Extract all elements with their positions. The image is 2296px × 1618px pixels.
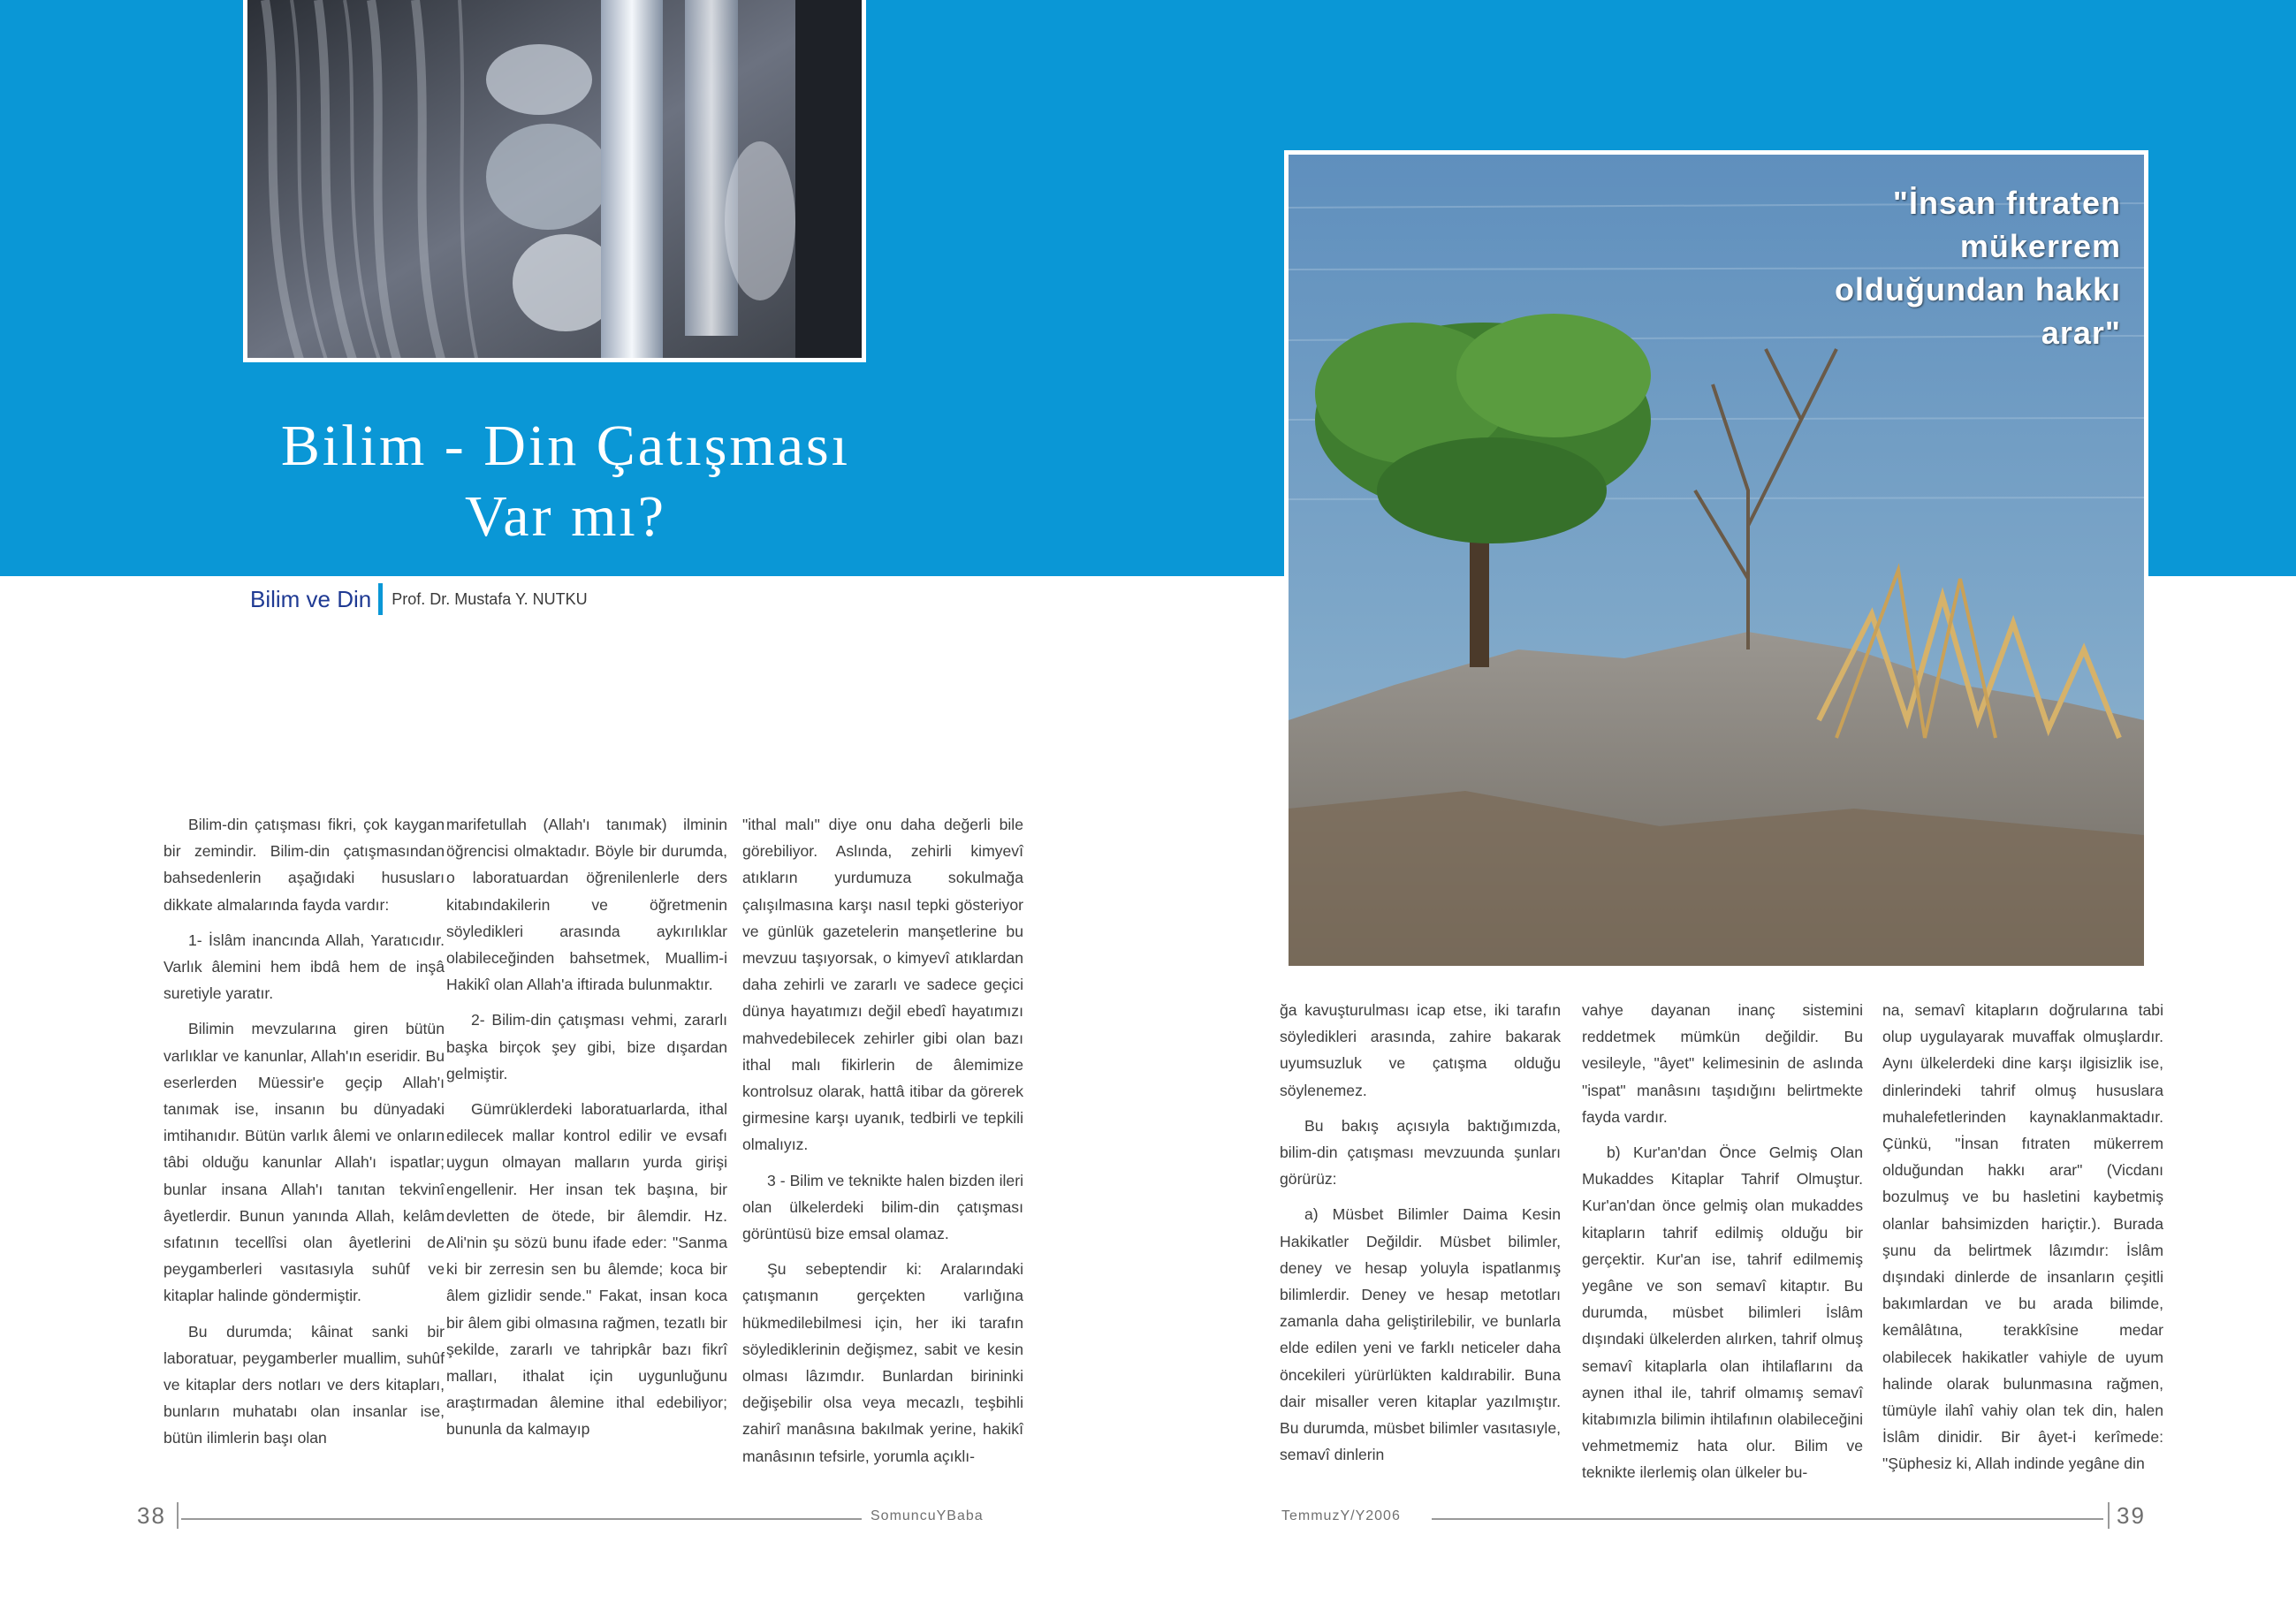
paragraph: 3 - Bilim ve teknikte halen bizden ileri olan ülkelerdeki bilim-din çatışması görüntüsü bize emsal olamaz. (742, 1171, 1023, 1243)
paragraph: Bilimin mevzularına giren bütün varlıklar ve kanunlar, Allah'ın eseridir. Bu eserlerden Müessir'e geçip Allah'ı tanımak ise, insanın bu dünyadaki imtihanıdır. Bütün varlık âlemi ve onların tâbi olduğu kanunlar Allah'ı ispatlar; bunlar insana Allah'ı tanıtan tekvinî âyetlerdir. Bunun yanında Allah, kelâm sıfatının tecellîsi olan âyetlerini de peygamberleri vasıtasıyla suhûf ve kitaplar halinde göndermiştir. (163, 1020, 445, 1305)
paragraph: 1- İslâm inancında Allah, Yaratıcıdır. Varlık âlemini hem ibdâ hem de inşâ suretiyle yaratır. (163, 931, 445, 1003)
paragraph: Şu sebeptendir ki: Aralarındaki çatışmanın gerçekten varlığına hükmedilebilmesi için, her iki tarafın söylediklerinin değişmez, sabit ve kesin olması lâzımdır. Bunlardan birininki değişebilir olsa veya mecazlı, teşbihli zahirî manâsına bakılmak yerine, hakikî manâsının tefsirle, yorumla açıklı- (742, 1260, 1023, 1465)
paragraph: na, semavî kitapların doğrularına tabi olup uygulayarak muvaffak olmuşlardır. Aynı ülkelerdeki dine karşı ilgisizlik ise, dinlerindeki tahrif olmuş hususlara muhalefetlerinden kaynaklanmaktadır. Çünkü, "İnsan fıtraten mükerrem olduğundan hakkı arar" (Vicdanı bozulmuş ve bu hasletini kaybetmiş olanlar bahsimizden hariçtir.). Burada şunu da belirtmek lâzımdır: İslâm dışındaki dinlerde de insanların çeşitli bakımlardan ve bu arada bilimde, kemâlâtına, terakkîsine medar olabilecek hakikatler vahiyle de uyum halinde olarak bulunmasına rağmen, tümüyle ilahî vahiy olan tek din, halen İslâm dinidir. Bir âyet-i kerîmede: "Şüphesiz ki, Allah indinde yegâne din (1882, 1001, 2163, 1473)
text-column-6 (1882, 997, 2163, 1486)
paragraph: b) Kur'an'dan Önce Gelmiş Olan Mukaddes Kitaplar Tahrif Olmuştur. Kur'an'dan önce gelmiş olan mukaddes kitapların tahrif edilmiş olduğu bir gerçektir. Kur'an ise, tahrif edilmemiş yegâne ve son semavî kitaptır. Bu durumda, müsbet bilimleri İslâm dışındaki ülkelerden alırken, tahrif olmuş semavî kitaplarla olan ihtilaflarını da aynen ithal ile, tahrif olmamış semavî kitabımızla bilimin ihtilafının olabileceğini vehmetmemiz hata olur. Bilim ve teknikte ilerlemiş olan ülkeler bu- (1582, 1143, 1863, 1482)
byline (250, 583, 588, 615)
page-title (186, 411, 946, 552)
paragraph: 2- Bilim-din çatışması vehmi, zararlı başka birçok şey gibi, bize dışardan gelmiştir. (446, 1011, 727, 1082)
paragraph: "ithal malı" diye onu daha değerli bile görebiliyor. Aslında, zehirli kimyevî atıkların yurdumuza sokulmağa çalışılmasına karşı nasıl tepki gösteriyor ve günlük gazetelerin manşetlerine bu mevzuu taşıyorsak, o kimyevî atıklardan daha zehirli ve zararlı ve sadece geçici dünya hayatımızı değil ebedî hayatımızı mahvedebilecek zehirler gibi olan bazı ithal malı fikirlerin de âlemimize kontrolsuz olarak, hattâ itibar da görerek girmesine karşı uyanık, tedbirli ve tepkili olmalıyız. (742, 816, 1023, 1154)
ice-waterfall-photo (243, 0, 866, 362)
text-column-2 (446, 811, 727, 1452)
paragraph: a) Müsbet Bilimler Daima Kesin Hakikatler Değildir. Müsbet bilimler, deney ve hesap yoluyla ispatlanmış bilimlerdir. Deney ve hesap metotları zamanla daha geliştirilebilir, ve bunlarla elde edilen yeni ve farklı neticeler daha öncekileri yürürlükten kaldırabilir. Buna dair misaller veren kitaplar yazılmıştır. Bu durumda, müsbet bilimler vasıtasıyle, semavî dinlerin (1280, 1205, 1561, 1464)
paragraph: ğa kavuşturulması icap etse, iki tarafın söyledikleri arasında, zahire bakarak uyumsuzluk ve çatışma olduğu söylenemez. (1280, 1001, 1561, 1099)
paragraph: vahye dayanan inanç sistemini reddetmek mümkün değildir. Bu vesileyle, "âyet" kelimesinin de aslında "ispat" manâsını taşıdığını belirtmekte fayda vardır. (1582, 1001, 1863, 1126)
pull-quote: "İnsan fıtraten mükerrem olduğundan hakkı arar" (1834, 185, 2121, 351)
paragraph: Bu bakış açısıyla baktığımızda, bilim-din çatışması mevzuunda şunları görürüz: (1280, 1116, 1561, 1189)
text-column-5 (1582, 997, 1863, 1495)
title-line-1: Bilim - Din Çatışması (280, 414, 851, 478)
left-page-number: 38 (137, 1502, 166, 1529)
category-label: Bilim ve Din (250, 585, 372, 612)
paragraph: Gümrüklerdeki laboratuarlarda, ithal edilecek mallar kontrol edilir ve evsafı uygun olmayan malların yurda girişi engellenir. Her insan tek başına, bir devletten de ötede, bir âlemdir. Hz. Ali'nin şu sözü bunu ifade eder: "Sanma ki bir zerresin sen bu âlemde; koca bir âlem gizlidir sende." Fakat, insan koca bir âlem gibi olmasına rağmen, tezatlı bir şekilde, zararlı ve tahripkâr bazı fikrî malları, ithalat için uygunluğunu araştırmadan âlemine ithal edebiliyor; bununla da kalmayıp (446, 1100, 727, 1439)
footer-rule-left (181, 1518, 862, 1520)
issue-date: TemmuzY/Y2006 (1281, 1508, 1401, 1523)
text-column-1 (163, 811, 445, 1461)
right-page-number: 39 (2117, 1502, 2146, 1529)
title-line-2: Var mı? (464, 484, 667, 549)
paragraph: Bilim-din çatışması fikri, çok kaygan bir zemindir. Bilim-din çatışmasından bahsedenlerin aşağıdaki hususları dikkate almalarında fayda vardır: (163, 816, 445, 914)
magazine-name: SomuncuYBaba (871, 1508, 984, 1523)
footer-rule-right (1432, 1518, 2103, 1520)
byline-divider (378, 583, 383, 615)
author-name: Prof. Dr. Mustafa Y. NUTKU (392, 589, 588, 608)
text-column-3 (742, 811, 1023, 1478)
footer-divider-right (2108, 1502, 2110, 1529)
text-column-4 (1280, 997, 1561, 1477)
footer-divider-left (177, 1502, 179, 1529)
paragraph: Bu durumda; kâinat sanki bir laboratuar, peygamberler muallim, suhûf ve kitaplar ders notları ve ders kitapları, bunların muhatabı olan insanlar ise, bütün ilimlerin başı olan (163, 1322, 445, 1447)
paragraph: marifetullah (Allah'ı tanımak) ilminin öğrencisi olmaktadır. Böyle bir durumda, o laboratuardan öğrenilenlerle ders kitabındakilerin ve öğretmenin söyledikleri arasında aykırılıklar olabileceğinden bahsetmek, Muallim-i Hakikî olan Allah'a iftirada bulunmaktır. (446, 816, 727, 994)
